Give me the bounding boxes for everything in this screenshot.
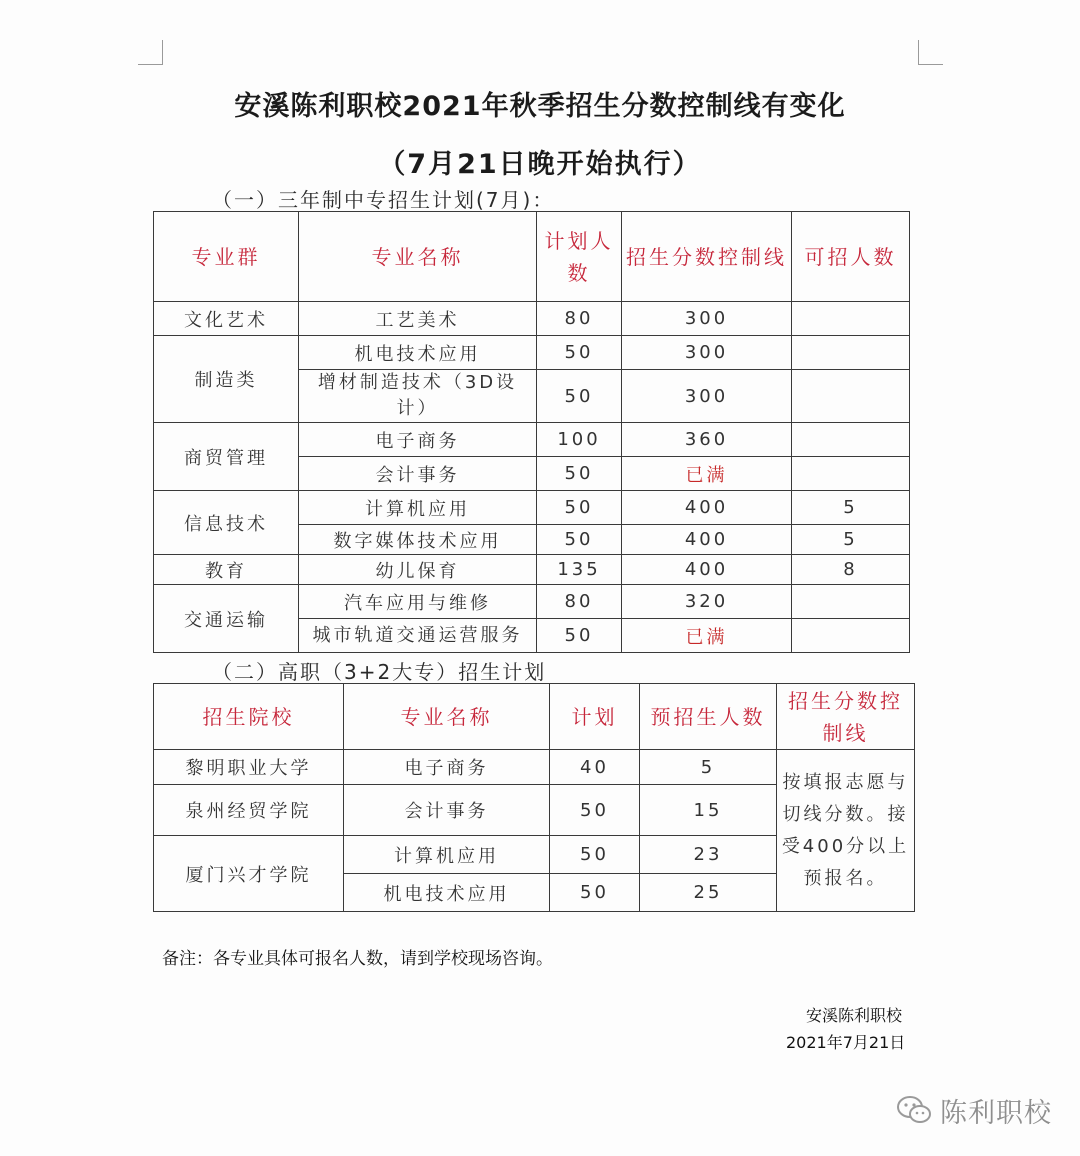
pre-enroll-cell: 15 [640,785,777,836]
major-cell: 电子商务 [344,750,550,785]
header-pre-enroll: 预招生人数 [640,684,777,750]
table-header-row [154,212,910,302]
header-available: 可招人数 [792,212,910,302]
major-cell: 幼儿保育 [299,555,537,585]
header-major: 专业名称 [344,684,550,750]
header-college: 招生院校 [154,684,344,750]
plan-cell: 135 [537,555,622,585]
pre-enroll-cell: 25 [640,874,777,912]
major-cell: 电子商务 [299,423,537,457]
table-row [154,423,910,457]
major-cell: 城市轨道交通运营服务 [299,619,537,653]
score-line-cell: 400 [622,525,792,555]
available-cell [792,585,910,619]
plan-cell: 50 [537,491,622,525]
watermark-text: 陈利职校 [940,1097,1052,1129]
available-cell [792,336,910,370]
document-title: 安溪陈利职校2021年秋季招生分数控制线有变化 [234,91,846,122]
major-cell: 计算机应用 [299,491,537,525]
group-cell: 交通运输 [154,585,299,653]
major-cell: 汽车应用与维修 [299,585,537,619]
college-enrollment-table [153,683,915,912]
pre-enroll-cell: 23 [640,836,777,874]
plan-cell: 50 [537,525,622,555]
major-cell: 机电技术应用 [299,336,537,370]
secondary-table-body [154,302,910,653]
plan-cell: 50 [537,336,622,370]
major-cell: 会计事务 [299,457,537,491]
plan-cell: 50 [537,370,622,423]
score-line-cell: 400 [622,555,792,585]
plan-cell: 50 [550,785,640,836]
table-header-row [154,684,915,750]
plan-cell: 80 [537,585,622,619]
issue-date: 2021年7月21日 [786,1033,906,1052]
table-row [154,491,910,525]
page-corner-mark-right [918,40,943,65]
major-cell: 工艺美术 [299,302,537,336]
group-cell: 商贸管理 [154,423,299,491]
score-line-cell: 300 [622,336,792,370]
major-cell: 会计事务 [344,785,550,836]
college-cell: 黎明职业大学 [154,750,344,785]
available-cell [792,457,910,491]
table-row [154,302,910,336]
plan-cell: 80 [537,302,622,336]
major-cell: 数字媒体技术应用 [299,525,537,555]
score-line-cell: 300 [622,302,792,336]
group-cell: 制造类 [154,336,299,423]
group-cell: 文化艺术 [154,302,299,336]
page-corner-mark-left [138,40,163,65]
score-note-cell: 按填报志愿与切线分数。接受400分以上预报名。 [777,750,915,912]
document-subtitle: （7月21日晚开始执行） [378,149,702,180]
header-score-line: 招生分数控制线 [622,212,792,302]
header-score-line: 招生分数控制线 [777,684,915,750]
score-line-cell: 已满 [622,457,792,491]
available-cell [792,370,910,423]
available-cell: 5 [792,491,910,525]
section2-heading: （二）高职（3+2大专）招生计划 [212,660,547,684]
plan-cell: 50 [537,619,622,653]
watermark [894,1090,1052,1130]
plan-cell: 100 [537,423,622,457]
major-cell: 增材制造技术（3D设计） [299,370,537,423]
available-cell [792,302,910,336]
major-cell: 计算机应用 [344,836,550,874]
available-cell [792,619,910,653]
header-major: 专业名称 [299,212,537,302]
wechat-icon [894,1090,934,1130]
college-cell: 厦门兴才学院 [154,836,344,912]
score-line-cell: 400 [622,491,792,525]
plan-cell: 50 [550,874,640,912]
college-cell: 泉州经贸学院 [154,785,344,836]
header-group: 专业群 [154,212,299,302]
available-cell: 5 [792,525,910,555]
score-line-cell: 320 [622,585,792,619]
table-row [154,336,910,370]
table-row [154,750,915,785]
available-cell [792,423,910,457]
score-line-cell: 360 [622,423,792,457]
secondary-enrollment-table [153,211,910,653]
header-plan: 计划人数 [537,212,622,302]
plan-cell: 40 [550,750,640,785]
score-line-cell: 300 [622,370,792,423]
group-cell: 信息技术 [154,491,299,555]
available-cell: 8 [792,555,910,585]
remark-note: 备注：各专业具体可报名人数，请到学校现场咨询。 [162,949,553,969]
score-line-cell: 已满 [622,619,792,653]
header-plan: 计划 [550,684,640,750]
table-row [154,555,910,585]
table-row [154,585,910,619]
plan-cell: 50 [537,457,622,491]
major-cell: 机电技术应用 [344,874,550,912]
section1-heading: （一）三年制中专招生计划(7月)： [212,188,555,212]
plan-cell: 50 [550,836,640,874]
signer: 安溪陈利职校 [806,1006,903,1025]
group-cell: 教育 [154,555,299,585]
pre-enroll-cell: 5 [640,750,777,785]
